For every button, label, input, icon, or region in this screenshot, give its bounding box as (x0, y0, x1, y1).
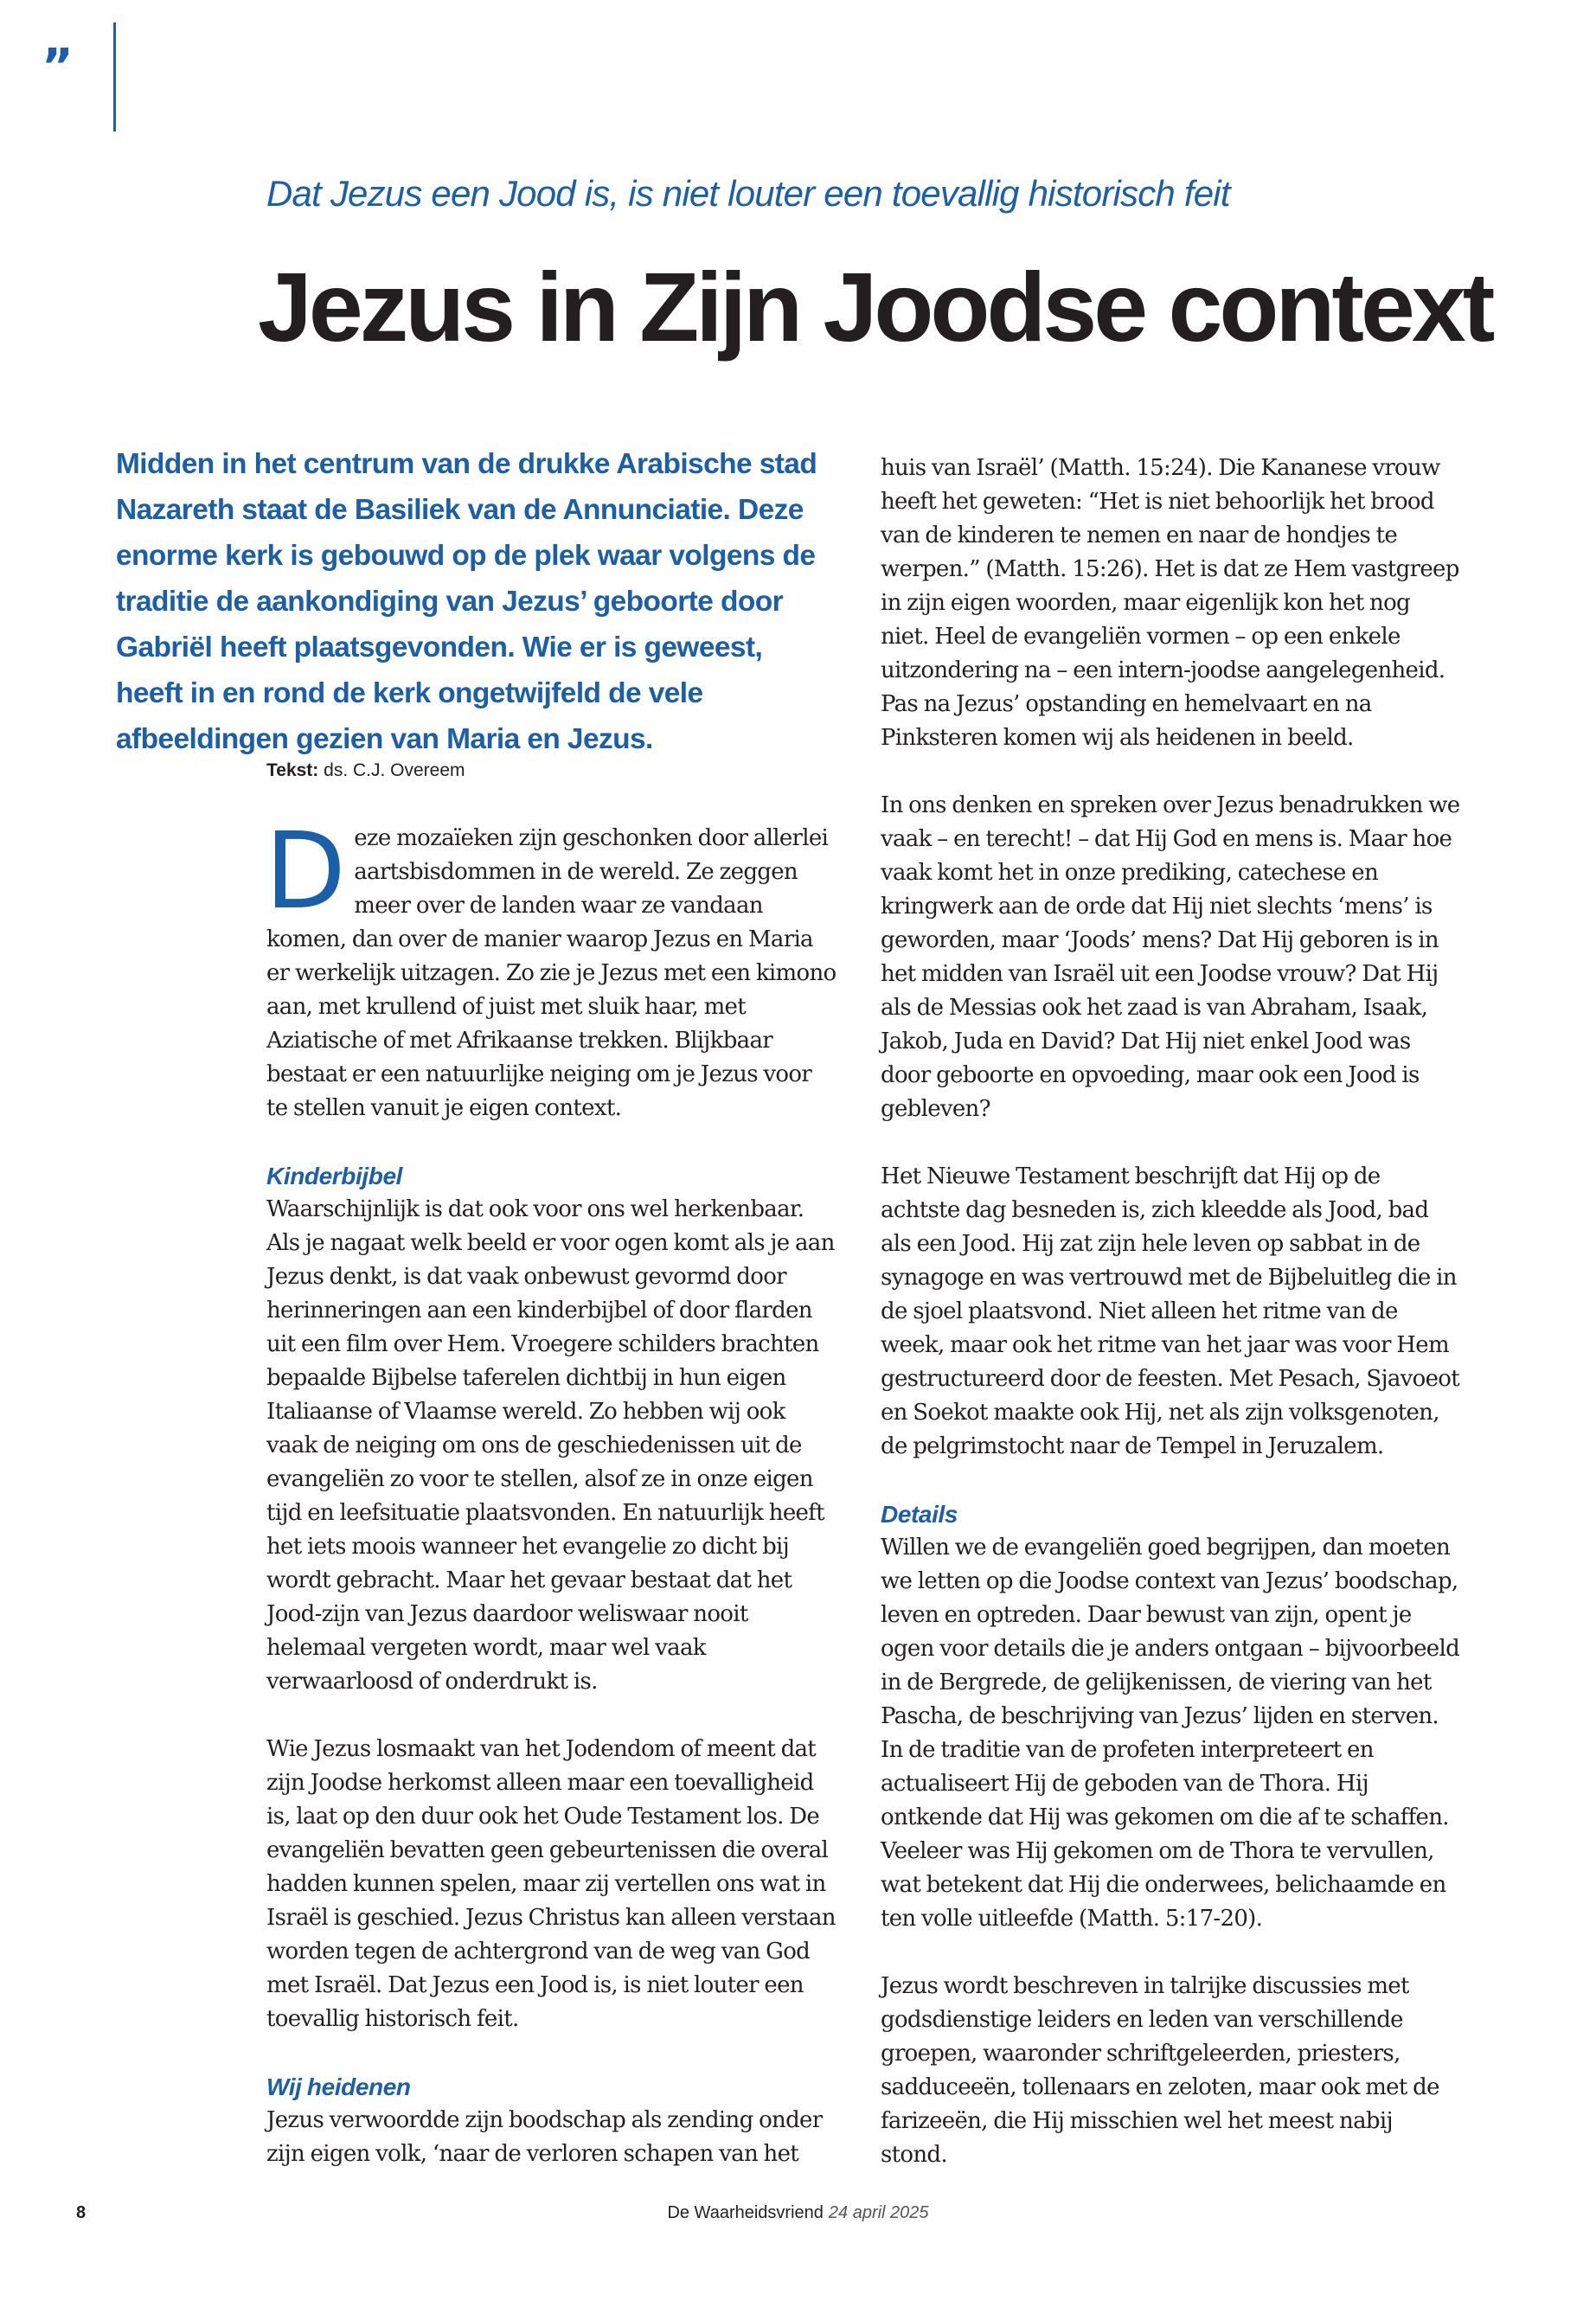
body-paragraph: Wie Jezus losmaakt van het Jodendom of meent dat zijn Joodse herkomst alleen maar een toevalligheid is, laat op den duur ook het Oude Testament los. De evangeliën bevatten geen gebeurtenissen die overal hadden kunnen spelen, maar zij vertellen ons wat in Israël is geschied. Jezus Christus kan alleen verstaan worden tegen de achtergrond van de weg van God met Israël. Dat Jezus een Jood is, is niet louter een toevallig historisch feit. (266, 1736, 836, 2032)
quote-divider (113, 22, 116, 131)
body-paragraph: Jezus verwoordde zijn boodschap als zending onder zijn eigen volk, ‘naar de verloren schapen van het (266, 2107, 823, 2167)
magazine-name: De Waarheidsvriend (667, 2203, 824, 2222)
body-paragraph: In ons denken en spreken over Jezus benadrukken we vaak – en terecht! – dat Hij God en mens is. Maar hoe vaak komt het in onze prediking, catechese en kringwerk aan de orde dat Hij niet slechts ‘mens’ is geworden, maar ‘Joods’ mens? Dat Hij geboren is in het midden van Israël uit een Joodse vrouw? Dat Hij als de Messias ook het zaad is van Abraham, Isaak, Jakob, Juda en David? Dat Hij niet enkel Jood was door geboorte en opvoeding, maar ook een Jood is gebleven? (881, 792, 1460, 1122)
body-paragraph: Waarschijnlijk is dat ook voor ons wel herkenbaar. Als je nagaat welk beeld er voor ogen komt als je aan Jezus denkt, is dat vaak onbewust gevormd door herinneringen aan een kinderbijbel of door flarden uit een film over Hem. Vroegere schilders brachten bepaalde Bijbelse taferelen dichtbij in hun eigen Italiaanse of Vlaamse wereld. Zo hebben wij ook vaak de neiging om ons de geschiedenissen uit de evangeliën zo voor te stellen, alsof ze in onze eigen tijd en leefsituatie plaatsvonden. En natuurlijk heeft het iets moois wanneer het evangelie zo dicht bij wordt gebracht. Maar het gevaar bestaat dat het Jood-zijn van Jezus daardoor weliswaar nooit helemaal vergeten wordt, maar wel vaak verwaarloosd of onderdrukt is. (266, 1196, 835, 1695)
column-left (265, 810, 837, 2171)
heading-wij-heidenen: Wij heidenen (266, 2073, 411, 2100)
page-number: 8 (76, 2203, 87, 2222)
intro-text: eze mozaïeken zijn geschonken door allerlei aartsbisdommen in de wereld. Ze zeggen meer over de landen waar ze vandaan komen, dan over de manier waarop Jezus en Maria er werkelijk uitzagen. Zo zie je Jezus met een kimono aan, met krullend of juist met sluik haar, met Aziatische of met Afrikaanse trekken. Blijkbaar bestaat er een natuurlijke neiging om je Jezus voor te stellen vanuit je eigen context. (266, 825, 836, 1121)
body-paragraph: Jezus wordt beschreven in talrijke discussies met godsdienstige leiders en leden van verschillende groepen, waaronder schriftgeleerden, priesters, sadduceeën, tollenaars en zeloten, maar ook met de farizeeën, die Hij misschien wel het meest nabij stond. (881, 1973, 1439, 2168)
footer-publication (0, 2202, 1596, 2223)
intro-paragraph (265, 810, 837, 1125)
article-lead: Midden in het centrum van de drukke Arabische stad Nazareth staat de Basiliek van de Annunciatie. Deze enorme kerk is gebouwd op de plek waar volgens de traditie de aankondiging van Jezus’ geboorte door Gabriël heeft plaatsgevonden. Wie er is geweest, heeft in en rond de kerk ongetwijfeld de vele afbeeldingen gezien van Maria en Jezus. (116, 448, 817, 755)
article-title: Jezus in Zijn Joodse context (258, 253, 1492, 362)
issue-date: 24 april 2025 (828, 2203, 929, 2222)
credit-label: Tekst: (266, 760, 319, 780)
body-paragraph: Het Nieuwe Testament beschrijft dat Hij op de achtste dag besneden is, zich kleedde als Jood, bad als een Jood. Hij zat zijn hele leven op sabbat in de synagoge en was vertrouwd met de Bijbeluitleg die in de sjoel plaatsvond. Niet alleen het ritme van de week, maar ook het ritme van het jaar was voor Hem gestructureerd door de feesten. Met Pesach, Sjavoeot en Soekot maakte ook Hij, net als zijn volksgenoten, de pelgrimstocht naar de Tempel in Jeruzalem. (881, 1163, 1459, 1459)
author-credit (266, 758, 699, 784)
heading-details: Details (881, 1501, 958, 1528)
heading-kinderbijbel: Kinderbijbel (266, 1163, 402, 1189)
closing-quote-icon: ” (42, 39, 74, 95)
column-right (881, 452, 1460, 2172)
drop-cap: D (265, 810, 346, 933)
credit-author: ds. C.J. Overeem (324, 760, 465, 780)
article-kicker: Dat Jezus een Jood is, is niet louter een toevallig historisch feit (266, 173, 1230, 214)
body-paragraph-continued: huis van Israël’ (Matth. 15:24). Die Kananese vrouw heeft het geweten: “Het is niet behoorlijk het brood van de kinderen te nemen en naar de hondjes te werpen.” (Matth. 15:26). Het is dat ze Hem vastgreep in zijn eigen woorden, maar eigenlijk kon het nog niet. Heel de evangeliën vormen – op een enkele uitzondering na – een intern-joodse aangelegenheid. Pas na Jezus’ opstanding en hemelvaart en na Pinksteren komen wij als heidenen in beeld. (881, 455, 1459, 751)
body-paragraph: Willen we de evangeliën goed begrijpen, dan moeten we letten op die Joodse context van Jezus’ boodschap, leven en optreden. Daar bewust van zijn, opent je ogen voor details die je anders ontgaan – bijvoorbeeld in de Bergrede, de gelijkenissen, de viering van het Pascha, de beschrijving van Jezus’ lijden en sterven. In de traditie van de profeten interpreteert en actualiseert Hij de geboden van de Thora. Hij ontkende dat Hij was gekomen om die af te schaffen. Veeleer was Hij gekomen om de Thora te vervullen, wat betekent dat Hij die onderwees, belichaamde en ten volle uitleefde (Matth. 5:17-20). (881, 1535, 1460, 1932)
